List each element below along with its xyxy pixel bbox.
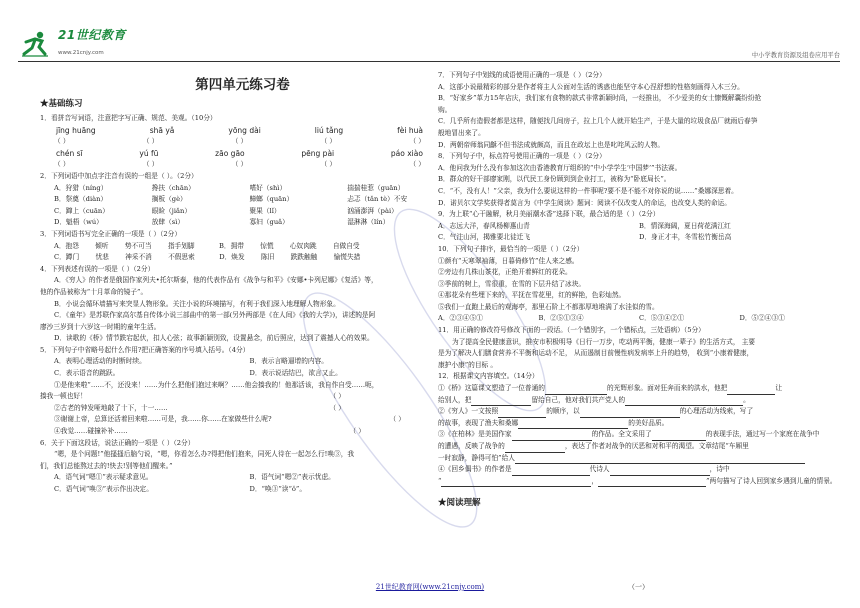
q12-text: ③《在柏林》是美国作家: [438, 430, 512, 439]
q10-item: ④那花朵有些埋下来的，平抚在雪花里，红的鲜艳，色彩灿然。: [438, 291, 626, 300]
q12-line: [438, 406, 840, 418]
q7-option-d: D．两朝帝师翁同龢不但书法成就颇高，而且在政坛上也是叱咤风云的人物。: [438, 140, 665, 149]
option: D．“唤③”读“ǒ”。: [249, 485, 307, 493]
q8-option: C．“不，没有人！”父亲，我为什么要说这样的一件事呢?要不是不能不对你说的说……”桑娜深思着。: [438, 186, 738, 195]
q1-answer-row-1: [40, 136, 445, 148]
q12-text: 的作品。全文采用了: [591, 430, 652, 439]
option: C．蹲门: [54, 253, 80, 262]
option: B．祭奠（diàn）: [54, 195, 108, 204]
header-divider: [18, 61, 840, 62]
option: 聚果（lǐ）: [249, 206, 281, 215]
option: 眼睑（jiǎn）: [151, 206, 192, 215]
fill-blank[interactable]: [498, 409, 546, 418]
q12-line: “ ， ”两句描写了诗人回到家乡遇到儿童的情景。: [438, 476, 840, 488]
answer-blank[interactable]: （ ）: [389, 415, 405, 424]
fill-blank[interactable]: [512, 467, 590, 476]
option: 自做自受: [332, 241, 360, 250]
q7-option-a: A．这部小说最精彩的部分是作者将主人公面对生活的诱惑也能坚守本心涅舒想的性格刻画得入木三分。: [438, 82, 744, 91]
q11-paragraph: 是为了解决人们膳食营养不平衡和运动不足， 从而遏制目前慢性病发病率上升的趋势， 收到“小康着健康，: [438, 349, 754, 358]
q7-option-b: B．“好家乡”革力15年店庆，我们家有食物的款式非常新颖时尚，一经推出， 不少爱美的女士慷慨解囊纷纷抢: [438, 94, 762, 103]
header-tagline: 中小学教育资源及组卷应用平台: [751, 52, 840, 59]
q12-text: 一时寂静，静得可怕”给人: [438, 453, 515, 462]
q11-stem: 11．用正确的修改符号修改下面的一段话。（一个错别字，一个错标点，三处语病）（5分）: [438, 326, 705, 335]
option: 愉慌失措: [333, 253, 361, 262]
q12-line: [438, 453, 840, 465]
q2-stem: 2．下列词语中加点字注音有误的一组是（ ）。（2分）: [40, 171, 198, 180]
option: 倾听: [95, 241, 109, 250]
q12-line: [438, 441, 840, 453]
fill-blank[interactable]: [652, 432, 706, 441]
q10-stem: 10．下列句子排序，最恰当的一项是（ ）（2分）: [438, 244, 584, 253]
q12-line: [438, 383, 840, 395]
answer-blank[interactable]: （ ）: [231, 160, 248, 169]
option: A．②③④⑤①: [438, 314, 483, 323]
q12-line: [438, 395, 840, 407]
answer-blank[interactable]: （ ）: [409, 160, 425, 169]
q8-stem: 8．下列句子中，标点符号使用正确的一项是（ ）（2分）: [438, 152, 606, 161]
q12-text: 让: [775, 384, 783, 393]
option: 放肆（sì）: [151, 218, 185, 227]
page-number: （一）: [628, 583, 649, 591]
option: 心奴肉跳: [289, 241, 317, 250]
fill-blank[interactable]: [441, 478, 591, 487]
option: 指手划脚: [167, 241, 195, 250]
option: 汹涌澎湃（pài）: [347, 206, 398, 215]
option: D．身正才丰，冬雪松竹衡岳高: [639, 233, 732, 242]
right-column: [438, 70, 840, 512]
q12-line: [438, 429, 840, 441]
q4-stem: 4．下列表述有误的一项是（ ）（2分）: [40, 264, 155, 273]
q3-row-2: [40, 252, 445, 264]
q12-text: 的表现手法，通过写一个家庭在战争中: [705, 430, 820, 439]
option: A．抱怨: [54, 241, 79, 250]
q5-item-text: 揍我一顿也好！: [40, 392, 87, 401]
q4-line: B．小说会循环墙描写来突显人物形象。关注小说的环境描写，有利于我们深入地理解人物形象。: [54, 299, 340, 308]
q5-item: [40, 426, 445, 438]
q10-item: ②旁边有几株山茶花，正绝开着鲜红的花朵。: [438, 268, 572, 277]
q3-stem: 3．下列词语书写完全正确的一项是（ ）（2分）: [40, 229, 182, 238]
q12-text: 的光辉形象。面对狂奔而来的洪水，他把: [607, 384, 728, 393]
q5-item: [40, 391, 445, 403]
pinyin: zāo gāo: [215, 148, 245, 158]
q11-paragraph: 为了提高全民健康意识，推安市积极明导《日行一万步，吃动两平衡，健康一辈子》的生活方式， 主要: [452, 337, 756, 346]
option: 惊慌: [260, 241, 274, 250]
answer-blank[interactable]: （ ）: [231, 137, 248, 146]
q10-item: ⑤我们一直跑上最后的观海亭，那里石阶上不都那厚地堆满了水洼似的雪。: [438, 302, 659, 311]
q1-pinyin-row-1: [40, 125, 445, 137]
pinyin: liú tǎng: [314, 125, 344, 135]
q1-pinyin-row-2: [40, 148, 445, 160]
option: D．⑤②④③①: [739, 314, 785, 323]
q6-quote: “嗯，是个问题!”他搔搔后脑勺说，“嗯，你看怎么办?得把他们抱来，同死人待在一起怎么行!唤③，我: [54, 450, 355, 459]
q12-line: [438, 418, 840, 430]
q12-text: 的心理活动为线索，写了: [679, 407, 754, 416]
answer-blank[interactable]: （ ）: [54, 137, 70, 146]
answer-blank[interactable]: （ ）: [409, 137, 425, 146]
q12-text: 给别人，把: [438, 395, 472, 404]
q6-quote: 们，我们总能熬过去的!快去!别等他们醒来。”: [40, 461, 173, 470]
left-column: [40, 70, 445, 496]
option: B．表示言略逼增的内容。: [249, 357, 328, 366]
q6-options: [40, 472, 445, 495]
answer-blank[interactable]: （ ）: [54, 160, 70, 169]
option: 忧悲: [95, 253, 109, 262]
q12-text: ，表达了作者对战争的厌恶和对和平的渴望。文章结尾“车厢里: [564, 442, 749, 450]
option: 势不可当: [124, 241, 152, 250]
q7-stem: 7．下列句子中划线的成语使用正确的一项是（ ）（2分）: [438, 71, 606, 79]
answer-blank[interactable]: （ ）: [349, 427, 365, 436]
pinyin: shā yǎ: [149, 125, 175, 135]
q12-text: ②《穷人》一文按照: [438, 407, 499, 416]
q5-item: ①是他来啦”……不，还没来！……为什么把他们抱过来啊？……他会揍我的！他那活该，我自作自受……呃，: [54, 380, 379, 389]
fill-blank[interactable]: [580, 409, 680, 418]
option: A．志远大洋，春风杨柳惠山青: [438, 221, 530, 230]
q4-line: D．读歌的《桥》情节跌宕起伏，扣人心弦；故事新颖别致，设置悬念，前后照应，达到了震撼人心的效果。: [54, 334, 374, 343]
answer-blank[interactable]: （ ）: [329, 403, 345, 412]
q4-line: 廖沙三岁到十六岁这一时期的童年生活。: [40, 322, 161, 331]
q6-stem: 6．关于下面这段话，说法正确的一项是（ ）（2分）: [40, 438, 195, 447]
fill-blank[interactable]: [545, 386, 607, 395]
fill-blank[interactable]: [505, 444, 565, 453]
q3-row-1: [40, 241, 445, 253]
q4-line: C．《童年》是苏联作家高尔基自传体小说三部曲中的第一部(另外两部是《在人间》《我的大学》)，讲述的是阿: [54, 311, 376, 320]
option: D．焕发: [219, 253, 245, 262]
fill-blank[interactable]: [518, 420, 628, 429]
q5-item: [40, 403, 445, 415]
fill-blank[interactable]: [515, 455, 805, 464]
answer-blank[interactable]: （ ）: [329, 392, 345, 401]
fill-blank[interactable]: [598, 478, 706, 487]
pinyin: yōng dài: [228, 125, 261, 135]
q8-option: B．群众的好干部廖家刚，以代民工身份顾到到企业打工，被称为“卧底局长”。: [438, 175, 671, 184]
section-basic-heading: ★基础练习: [40, 99, 83, 109]
q8-option: D．诺贝尔文学奖获得者莫言为《中学生阅读》题词：阅读不仅改变人的命运，也改变人类的命运。: [438, 198, 731, 207]
option: 搁板（gè）: [151, 195, 187, 204]
answer-blank[interactable]: （ ）: [320, 137, 337, 146]
logo-brand-text: 21世纪教育: [58, 28, 126, 42]
option: 神采不消: [125, 253, 152, 262]
q5-item: [40, 414, 445, 426]
q12-text: 留给自己，他对我们共产党人的: [531, 395, 626, 404]
q12-text: ①《桥》这篇课文塑造了一位普通的: [438, 384, 545, 393]
q5-stem: 5．下列句子中省略号起什么作用?把正确答案的序号填入括号。（4分）: [40, 345, 250, 354]
option: B．②⑤①③④: [538, 314, 584, 323]
option: C．语气词“唤③”表示作出决定。: [54, 485, 153, 493]
q10-item: ①颜有“天寒翠袖薄，日暮倚修竹”佳人来之感。: [438, 256, 579, 265]
option: 湿淋淋（lín）: [347, 218, 390, 227]
pinyin: pēng pài: [301, 148, 335, 158]
option: 不假思索: [168, 253, 195, 262]
q1-answer-row-2: [40, 159, 445, 171]
fill-blank[interactable]: [512, 432, 592, 441]
option: C．表示语音的跳跃。: [54, 369, 120, 378]
q9-stem: 9．为上联“心干融解，秋月美丽潮水香”选择下联，最合适的是（ ）（2分）: [438, 210, 660, 219]
section-reading-heading: ★阅读理解: [438, 498, 481, 509]
fill-blank[interactable]: [727, 386, 775, 395]
q12-text: 的顺序，以: [546, 407, 580, 416]
pinyin: fèi huà: [397, 125, 423, 135]
q9-options: [438, 221, 840, 244]
q12-stem: 12．根据课文内容填空。（14分）: [438, 372, 539, 381]
pinyin: yú fū: [139, 148, 159, 158]
q11-paragraph: 康护小康”的目标 。: [438, 360, 498, 369]
page-footer: [0, 582, 860, 594]
q12-text: ”两句描写了诗人回到家乡遇到儿童的情景。: [706, 476, 837, 485]
q12-line: [438, 464, 840, 476]
q5-item-text: ③谢谢上帝，总算还活着回来啦……可是，我……你……在家做些什么呢?: [54, 415, 272, 424]
q7-option-b-cont: 购。: [438, 105, 452, 114]
q7-option-c: C．几乎所有造假者都是这样，随便找几间房子，拉上几个人就开始生产，于是大量的垃圾食品厂就雨后春笋: [438, 117, 758, 126]
option: 陈旧: [260, 253, 275, 262]
q12-text: ，诗中: [709, 465, 730, 474]
fill-blank[interactable]: [610, 467, 710, 476]
site-logo: [18, 28, 128, 62]
q12-text: 。: [743, 395, 750, 404]
option: B．情深海阔，夏日荷花满江红: [639, 221, 731, 230]
option: A．表明心理活动的时断时续。: [54, 357, 146, 366]
option: A．语气词“嗯①”表示疑求意见。: [54, 473, 153, 482]
option: A．狩猎（níng）: [54, 183, 108, 192]
pinyin: chén sī: [56, 148, 83, 158]
q1-stem: 1．看拼音写词语，注意把字写正确、规范、美观。（10分）: [40, 114, 217, 122]
option: D．魁梧（wú）: [54, 218, 103, 227]
q5-options: [40, 356, 445, 379]
footer-link[interactable]: 21世纪教育网(www.21cnjy.com): [375, 583, 485, 591]
option: C．蹿上（cuān）: [54, 206, 109, 215]
option: C．⑤③④②①: [639, 314, 685, 323]
page-title: 第四单元练习卷: [195, 77, 290, 93]
option: B．语气词“嗯②”表示忧虑。: [249, 473, 335, 482]
q4-line: A．《穷人》的作者是俄国作家列夫•托尔斯泰，他的代表作品有《战争与和平》《安娜•卡列尼娜》《复活》等，: [54, 276, 378, 285]
option: C．气注山河，揭雅要北徒迁飞: [438, 233, 531, 242]
q4-line: 他的作品被称为“十月革命的镜子”。: [40, 287, 148, 296]
answer-blank[interactable]: （ ）: [142, 160, 159, 169]
pinyin: páo xiào: [390, 148, 423, 158]
q10-options: [438, 313, 840, 325]
option: 寡妇（guǎ）: [249, 218, 289, 227]
q12-text: ④《回乡偶书》的作者是: [438, 465, 512, 474]
q5-item-text: ②古老的钟发哑地敲了十下，十一……: [54, 403, 168, 412]
option: 蟑螂（quān）: [249, 195, 294, 204]
q12-text: 的故事，表现了渔夫和桑娜: [438, 418, 519, 427]
q10-item: ③季前的树上，雪很重，在雪的下层升结了冰块。: [438, 279, 586, 288]
fill-blank[interactable]: [625, 397, 743, 406]
q7-option-c-cont: 般地冒出来了。: [438, 128, 485, 137]
option: 忐忑（tǎn tè）不安: [347, 195, 408, 204]
q12-text: 的美好品质。: [628, 418, 669, 427]
q8-option: A．他问我为什么没有参加这次由香港教育厅组织的“中小学学生‘中国梦’”书法赛。: [438, 163, 682, 172]
option: 跌跌触触: [290, 253, 318, 262]
q12-text: 的遭遇，反映了战争的: [438, 442, 505, 450]
q5-item-text: ④我觉……碰撞补补……: [54, 427, 128, 436]
q12-text: “: [438, 476, 442, 485]
fill-blank[interactable]: [471, 397, 531, 406]
pinyin: jīng huāng: [56, 125, 96, 135]
q2-options: [40, 183, 445, 229]
option: 搀扶（chān）: [151, 183, 195, 192]
option: 嗜好（shì）: [249, 183, 287, 192]
page-header: [0, 0, 860, 64]
option: D．表示说话结巴，欲言又止。: [249, 369, 342, 378]
logo-site-text: www.21cnjy.com: [58, 50, 104, 56]
answer-blank[interactable]: （ ）: [320, 160, 337, 169]
answer-blank[interactable]: （ ）: [142, 137, 159, 146]
option: 揣揣桂惹（guān）: [347, 183, 405, 192]
runner-logo-icon: [20, 30, 50, 58]
option: B．拥带: [218, 241, 244, 250]
q12-text: 代诗人: [589, 465, 610, 474]
